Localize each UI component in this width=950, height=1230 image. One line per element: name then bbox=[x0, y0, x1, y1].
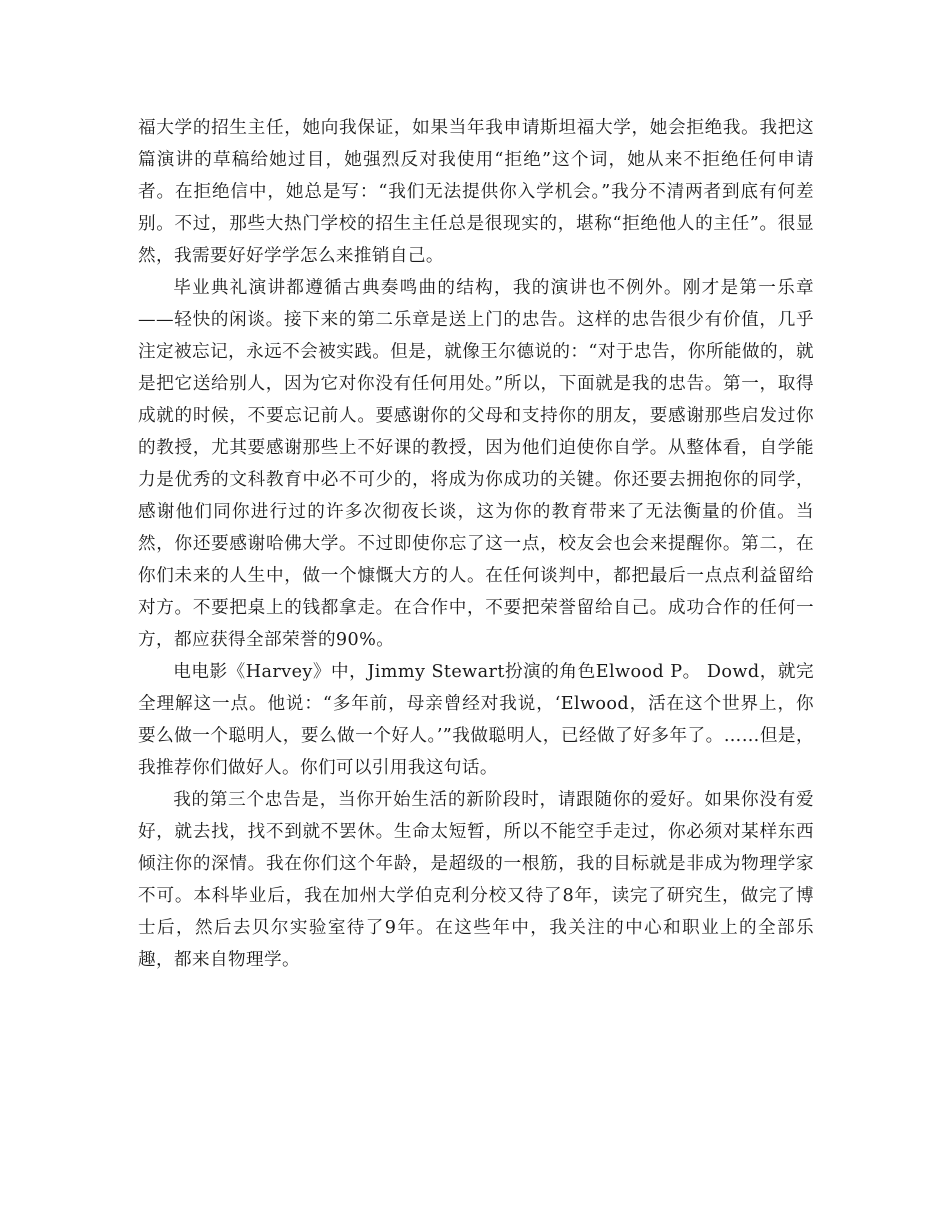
paragraph-1: 福大学的招生主任，她向我保证，如果当年我申请斯坦福大学，她会拒绝我。我把这篇演讲的草稿给她过目，她强烈反对我使用“拒绝”这个词，她从来不拒绝任何申请者。在拒绝信中，她总是写：“我们无法提供你入学机会。”我分不清两者到底有何差别。不过，那些大热门学校的招生主任总是很现实的，堪称“拒绝他人的主任”。很显然，我需要好好学学怎么来推销自己。 bbox=[138, 118, 814, 266]
paragraph-2: 毕业典礼演讲都遵循古典奏鸣曲的结构，我的演讲也不例外。刚才是第一乐章——轻快的闲谈。接下来的第二乐章是送上门的忠告。这样的忠告很少有价值，几乎注定被忘记，永远不会被实践。但是，就像王尔德说的：“对于忠告，你所能做的，就是把它送给别人，因为它对你没有任何用处。”所以，下面就是我的忠告。第一，取得成就的时候，不要忘记前人。要感谢你的父母和支持你的朋友，要感谢那些启发过你的教授，尤其要感谢那些上不好课的教授，因为他们迫使你自学。从整体看，自学能力是优秀的文科教育中必不可少的，将成为你成功的关键。你还要去拥抱你的同学，感谢他们同你进行过的许多次彻夜长谈，这为你的教育带来了无法衡量的价值。当然，你还要感谢哈佛大学。不过即使你忘了这一点，校友会也会来提醒你。第二，在你们未来的人生中，做一个慷慨大方的人。在任何谈判中，都把最后一点点利益留给对方。不要把桌上的钱都拿走。在合作中，不要把荣誉留给自己。成功合作的任何一方，都应获得全部荣誉的90%。 bbox=[138, 278, 814, 650]
body-text bbox=[138, 112, 814, 976]
paragraph-3: 电电影《Harvey》中，Jimmy Stewart扮演的角色Elwood P。 Dowd，就完全理解这一点。他说：“多年前，母亲曾经对我说，‘Elwood，活在这个世界上，你要么做一个聪明人，要么做一个好人。’”我做聪明人，已经做了好多年了。……但是，我推荐你们做好人。你们可以引用我这句话。 bbox=[138, 662, 814, 778]
paragraph-4: 我的第三个忠告是，当你开始生活的新阶段时，请跟随你的爱好。如果你没有爱好，就去找，找不到就不罢休。生命太短暂，所以不能空手走过，你必须对某样东西倾注你的深情。我在你们这个年龄，是超级的一根筋，我的目标就是非成为物理学家不可。本科毕业后，我在加州大学伯克利分校又待了8年，读完了研究生，做完了博士后，然后去贝尔实验室待了9年。在这些年中，我关注的中心和职业上的全部乐趣，都来自物理学。 bbox=[138, 790, 814, 970]
